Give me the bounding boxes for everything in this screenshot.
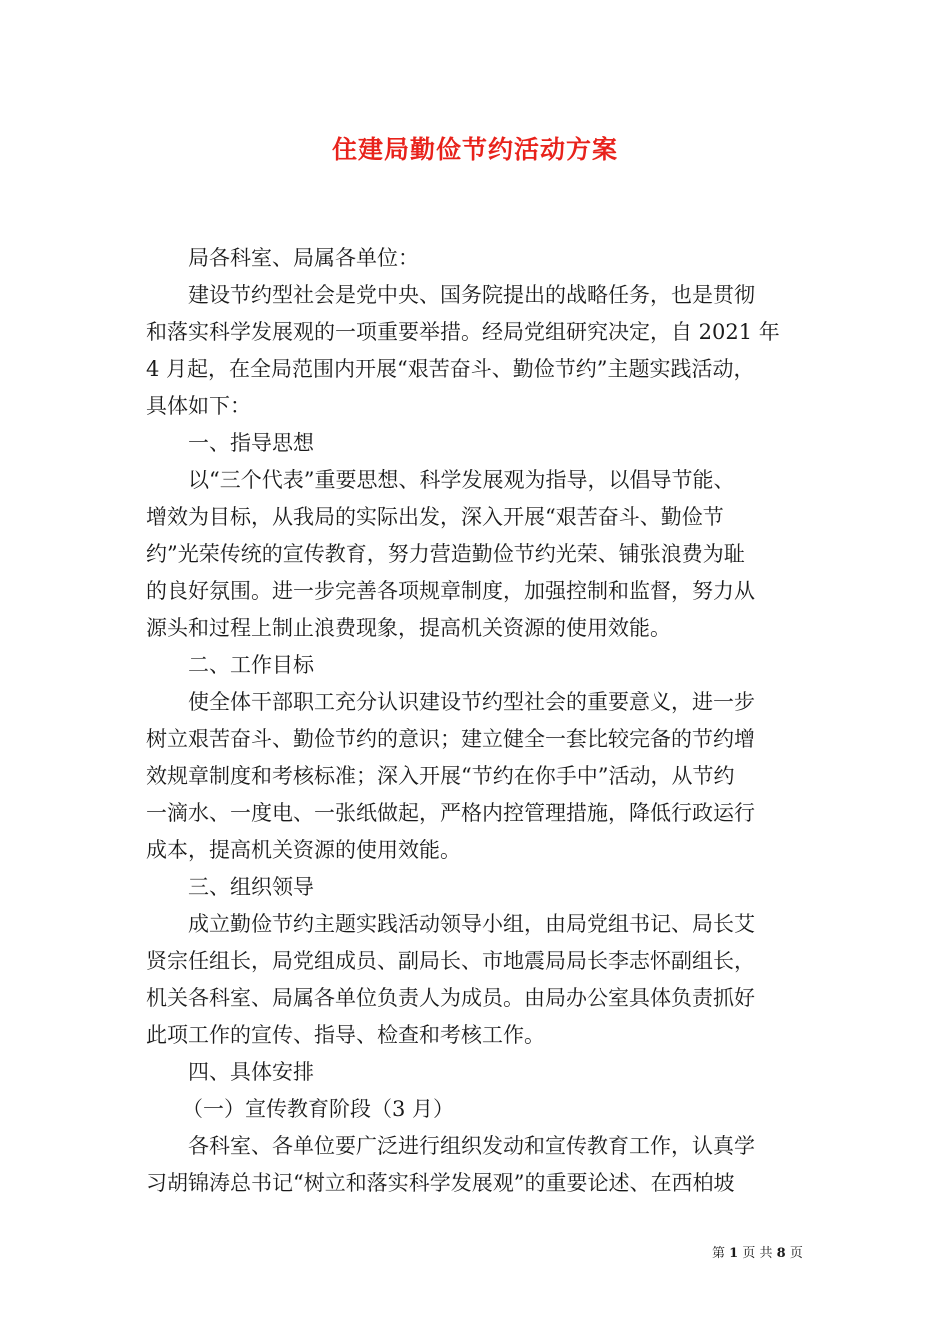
paragraph-line: 机关各科室、局属各单位负责人为成员。由局办公室具体负责抓好 <box>146 986 755 1010</box>
section-heading-arrangements: 四、具体安排 <box>188 1060 314 1084</box>
paragraph-line: 具体如下： <box>146 394 251 418</box>
footer-total-pages: 8 <box>776 1246 786 1261</box>
footer-middle: 页 共 <box>742 1246 773 1261</box>
paragraph-line: 一滴水、一度电、一张纸做起，严格内控管理措施，降低行政运行 <box>146 801 755 825</box>
paragraph-line: 各科室、各单位要广泛进行组织发动和宣传教育工作，认真学 <box>188 1134 755 1158</box>
paragraph-line: 增效为目标，从我局的实际出发，深入开展“艰苦奋斗、勤俭节 <box>146 505 724 529</box>
document-body <box>146 240 818 1202</box>
paragraph-line: 源头和过程上制止浪费现象，提高机关资源的使用效能。 <box>146 616 671 640</box>
paragraph-line: 使全体干部职工充分认识建设节约型社会的重要意义，进一步 <box>188 690 755 714</box>
paragraph-line: 建设节约型社会是党中央、国务院提出的战略任务，也是贯彻 <box>188 283 755 307</box>
paragraph-line: 效规章制度和考核标准；深入开展“节约在你手中”活动，从节约 <box>146 764 735 788</box>
paragraph-line: 4 月起，在全局范围内开展“艰苦奋斗、勤俭节约”主题实践活动， <box>146 357 755 381</box>
subsection-heading-publicity-stage: （一）宣传教育阶段（3 月） <box>182 1097 455 1121</box>
section-heading-organization: 三、组织领导 <box>188 875 314 899</box>
footer-current-page: 1 <box>729 1246 739 1261</box>
paragraph-line: 约”光荣传统的宣传教育，努力营造勤俭节约光荣、铺张浪费为耻 <box>146 542 745 566</box>
paragraph-line: 的良好氛围。进一步完善各项规章制度，加强控制和监督，努力从 <box>146 579 755 603</box>
paragraph-line: 以“三个代表”重要思想、科学发展观为指导，以倡导节能、 <box>188 468 735 492</box>
paragraph-line: 此项工作的宣传、指导、检查和考核工作。 <box>146 1023 545 1047</box>
paragraph-line: 成本，提高机关资源的使用效能。 <box>146 838 461 862</box>
paragraph-line: 贤宗任组长，局党组成员、副局长、市地震局局长李志怀副组长， <box>146 949 755 973</box>
page-number-footer <box>712 1245 803 1263</box>
paragraph-line: 成立勤俭节约主题实践活动领导小组，由局党组书记、局长艾 <box>188 912 755 936</box>
paragraph-line: 习胡锦涛总书记“树立和落实科学发展观”的重要论述、在西柏坡 <box>146 1171 735 1195</box>
footer-suffix: 页 <box>789 1246 803 1261</box>
section-heading-guiding-ideology: 一、指导思想 <box>188 431 314 455</box>
salutation: 局各科室、局属各单位： <box>188 246 419 270</box>
footer-prefix: 第 <box>712 1246 726 1261</box>
document-title: 住建局勤俭节约活动方案 <box>331 135 618 164</box>
section-heading-work-goals: 二、工作目标 <box>188 653 314 677</box>
paragraph-line: 树立艰苦奋斗、勤俭节约的意识；建立健全一套比较完备的节约增 <box>146 727 755 751</box>
paragraph-line: 和落实科学发展观的一项重要举措。经局党组研究决定，自 2021 年 <box>146 320 780 344</box>
